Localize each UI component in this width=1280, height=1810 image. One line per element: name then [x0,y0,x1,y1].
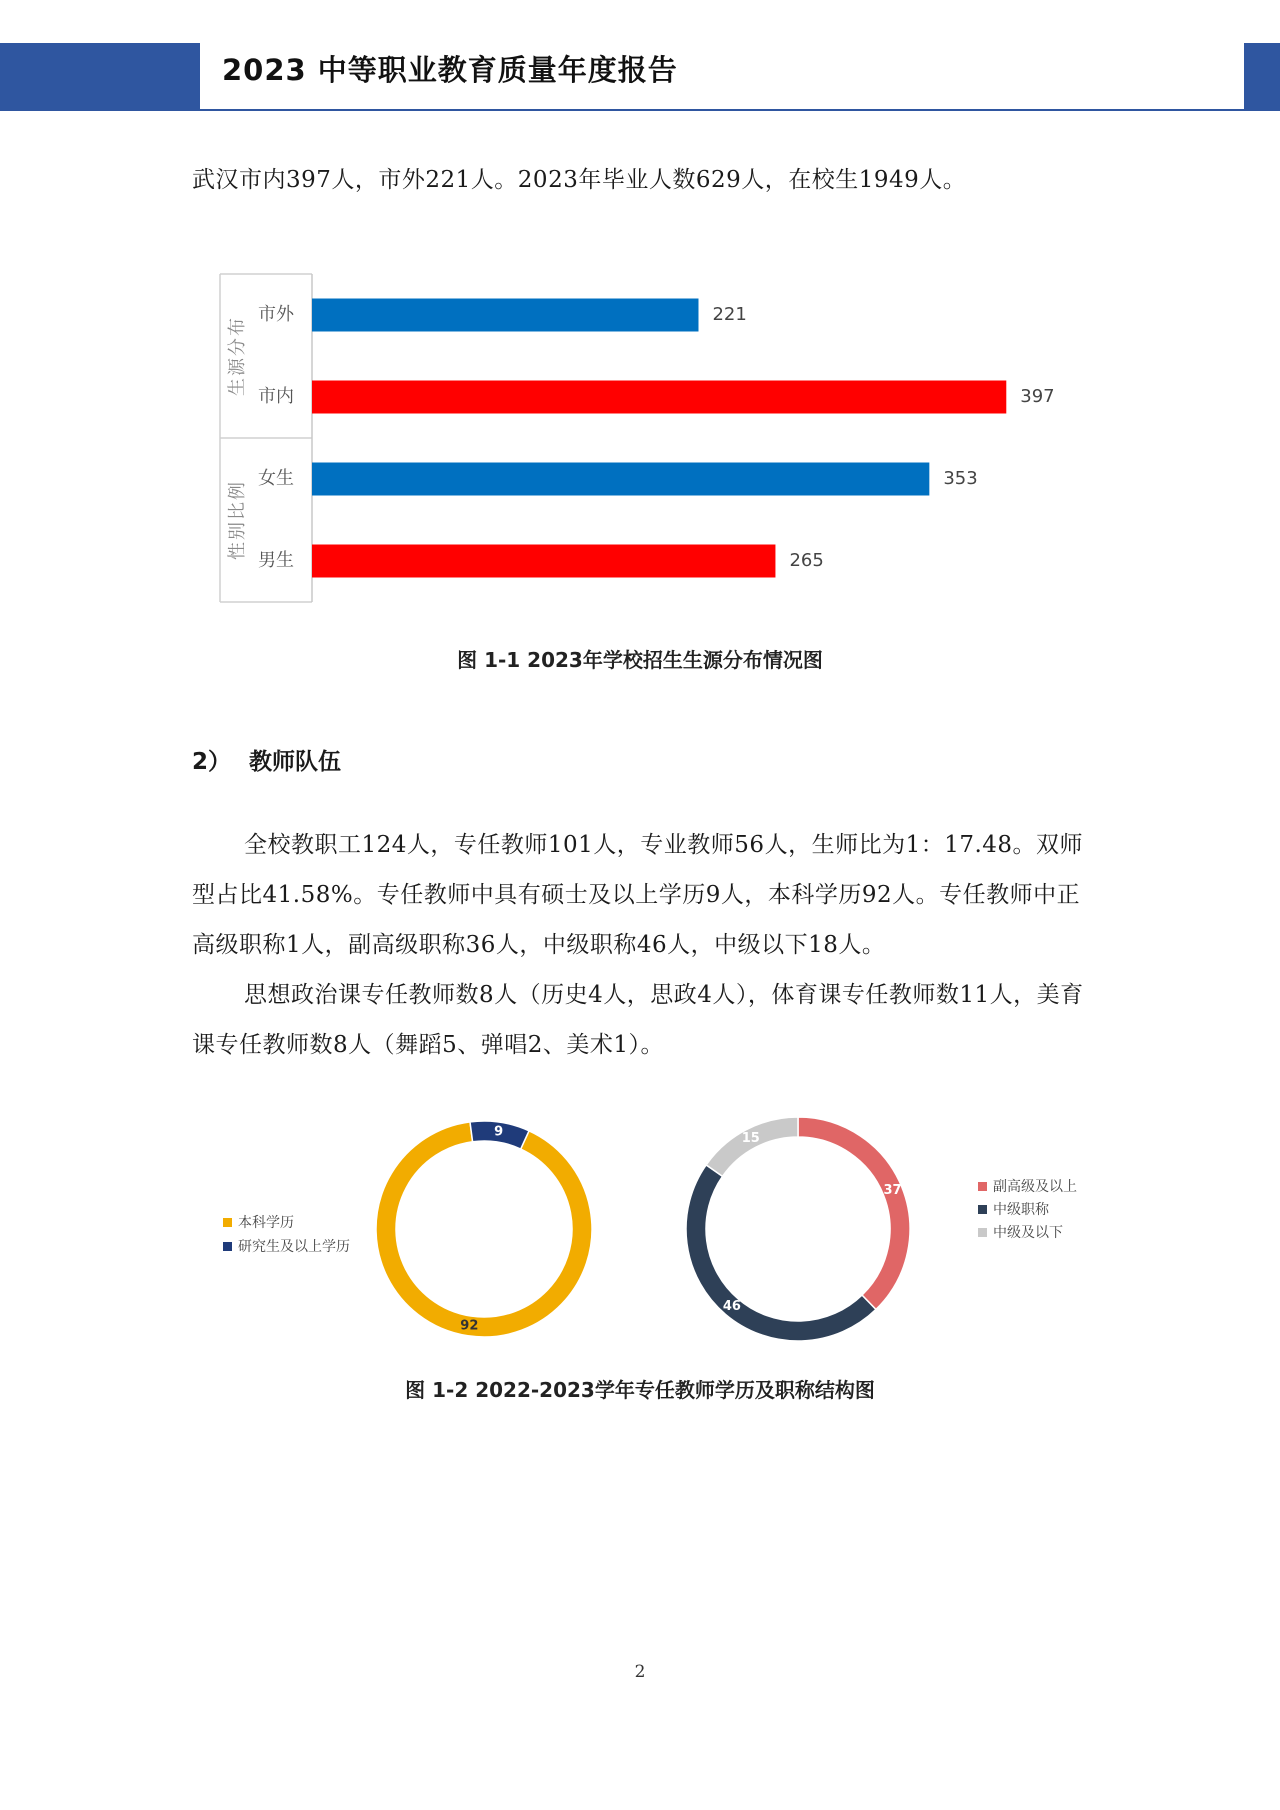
slice-label: 9 [494,1124,504,1140]
legend-swatch [978,1205,987,1214]
bar [312,381,1006,414]
section-title: 教师队伍 [249,749,342,775]
section-heading [192,743,359,776]
header-accent-right [1244,43,1280,111]
group-label-2: 性别比例 [227,480,248,560]
legend-swatch [978,1228,987,1237]
section-number: 2） [192,749,232,775]
figure2-caption: 图 1-2 2022-2023学年专任教师学历及职称结构图 [405,1378,875,1402]
bar [312,299,698,332]
donut-slice [376,1122,592,1337]
category-label: 女生 [258,468,294,489]
donut-slice [686,1165,876,1341]
data-label: 397 [1020,386,1055,407]
bar [312,545,775,578]
intro-paragraph [192,155,1092,205]
category-label: 市外 [258,304,294,325]
header-rule [200,109,1244,111]
category-label: 市内 [258,386,294,407]
teacher-paragraphs [192,820,1092,1070]
legend-label: 研究生及以上学历 [238,1239,350,1255]
data-label: 265 [789,550,824,571]
slice-label: 37 [883,1183,902,1199]
category-label: 男生 [258,550,294,571]
figure1-caption: 图 1-1 2023年学校招生生源分布情况图 [457,648,823,672]
legend-label: 本科学历 [238,1215,294,1231]
data-label: 353 [943,468,978,489]
slice-label: 46 [722,1299,741,1315]
slice-label: 15 [741,1131,760,1147]
legend-swatch [223,1242,232,1251]
legend-swatch [223,1218,232,1227]
legend-swatch [978,1182,987,1191]
donut-slice [798,1117,910,1309]
report-title: 2023 中等职业教育质量年度报告 [222,53,678,87]
legend-label: 中级职称 [993,1202,1049,1218]
page-number: 2 [634,1662,646,1682]
teacher-paragraph-2: 思想政治课专任教师数8人（历史4人，思政4人），体育课专任教师数11人，美育课专任教师数8人（舞蹈5、弹唱2、美术1）。 [192,982,1084,1058]
header-accent-left [0,43,200,111]
legend-label: 副高级及以上 [993,1179,1077,1195]
bar-chart-enrollment [200,262,1080,622]
intro-text: 武汉市内397人，市外221人。2023年毕业人数629人，在校生1949人。 [192,167,967,193]
legend-label: 中级及以下 [993,1225,1063,1241]
teacher-paragraph-1: 全校教职工124人，专任教师101人，专业教师56人，生师比为1：17.48。双师型占比41.58%。专任教师中具有硕士及以上学历9人，本科学历92人。专任教师中正高级职称1人，副高级职称36人，中级职称46人，中级以下18人。 [192,832,1084,958]
slice-label: 92 [460,1318,479,1334]
donut-charts-teachers [200,1105,1100,1355]
donut-slice [706,1117,798,1176]
bar [312,463,929,496]
group-label-1: 生源分布 [227,316,248,396]
data-label: 221 [712,304,747,325]
